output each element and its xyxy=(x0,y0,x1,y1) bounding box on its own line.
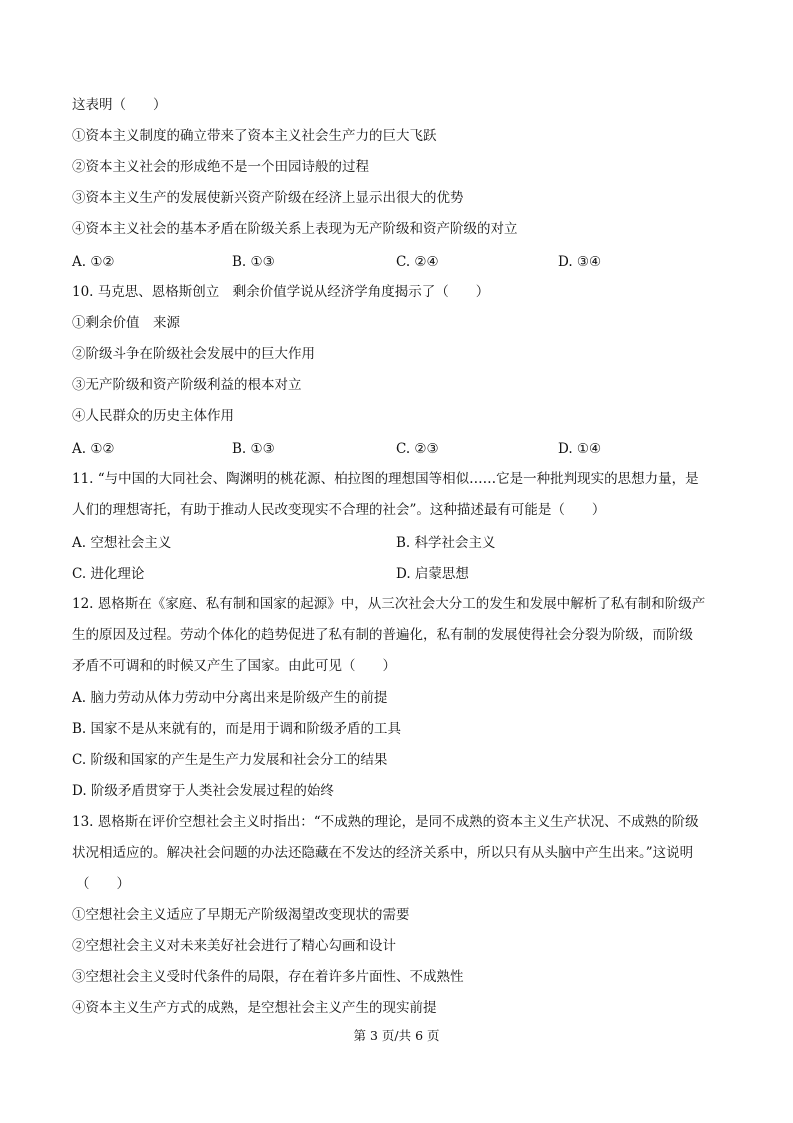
q12-option-b[interactable]: B. 国家不是从来就有的，而是用于调和阶级矛盾的工具 xyxy=(72,721,402,737)
q11-stem-line-1: 11. “与中国的大同社会、陶渊明的桃花源、柏拉图的理想国等相似……它是一种批判现实的思想力量，是 xyxy=(72,471,699,487)
q12-stem-line-3: 矛盾不可调和的时候又产生了国家。由此可见（ ） xyxy=(72,658,396,674)
q13-item-1: ①空想社会主义适应了早期无产阶级渴望改变现状的需要 xyxy=(72,907,410,923)
q12-option-d[interactable]: D. 阶级矛盾贯穿于人类社会发展过程的始终 xyxy=(72,783,334,799)
q9-option-d[interactable]: D. ③④ xyxy=(558,254,602,270)
q13-stem-line-2: 状况相适应的。解决社会问题的办法还隐藏在不发达的经济关系中，所以只有从头脑中产生出来。”这说明 xyxy=(72,845,694,861)
q10-item-3: ③无产阶级和资产阶级利益的根本对立 xyxy=(72,377,302,393)
q9-stem-end: 这表明（ ） xyxy=(72,97,167,113)
q9-item-1: ①资本主义制度的确立带来了资本主义社会生产力的巨大飞跃 xyxy=(72,128,437,144)
q9-option-a[interactable]: A. ①② xyxy=(72,254,115,270)
q11-option-a[interactable]: A. 空想社会主义 xyxy=(72,535,172,551)
q10-option-c[interactable]: C. ②③ xyxy=(396,441,439,457)
q13-item-3: ③空想社会主义受时代条件的局限，存在着许多片面性、不成熟性 xyxy=(72,969,464,985)
q10-item-1: ①剩余价值 来源 xyxy=(72,315,180,331)
q9-option-c[interactable]: C. ②④ xyxy=(396,254,439,270)
q10-option-b[interactable]: B. ①③ xyxy=(232,441,275,457)
q10-option-a[interactable]: A. ①② xyxy=(72,441,115,457)
q13-item-2: ②空想社会主义对未来美好社会进行了精心勾画和设计 xyxy=(72,938,396,954)
q9-item-2: ②资本主义社会的形成绝不是一个田园诗般的过程 xyxy=(72,159,369,175)
q10-item-2: ②阶级斗争在阶级社会发展中的巨大作用 xyxy=(72,346,315,362)
q12-option-a[interactable]: A. 脑力劳动从体力劳动中分离出来是阶级产生的前提 xyxy=(72,690,388,706)
q12-option-c[interactable]: C. 阶级和国家的产生是生产力发展和社会分工的结果 xyxy=(72,752,388,768)
q13-stem-line-1: 13. 恩格斯在评价空想社会主义时指出：“不成熟的理论，是同不成熟的资本主义生产状况、不成熟的阶级 xyxy=(72,814,699,830)
q10-stem: 10. 马克思、恩格斯创立 剩余价值学说从经济学角度揭示了（ ） xyxy=(72,284,490,300)
q11-option-d[interactable]: D. 启蒙思想 xyxy=(396,566,469,582)
q9-option-b[interactable]: B. ①③ xyxy=(232,254,275,270)
page-footer: 第 3 页/共 6 页 xyxy=(353,1028,440,1043)
q12-stem-line-2: 生的原因及过程。劳动个体化的趋势促进了私有制的普遍化，私有制的发展使得社会分裂为阶级，而阶级 xyxy=(72,627,693,643)
q9-item-4: ④资本主义社会的基本矛盾在阶级关系上表现为无产阶级和资产阶级的对立 xyxy=(72,221,518,237)
q11-stem-line-2: 人们的理想寄托，有助于推动人民改变现实不合理的社会”。这种描述最有可能是（ ） xyxy=(72,502,606,518)
q13-item-4: ④资本主义生产方式的成熟，是空想社会主义产生的现实前提 xyxy=(72,1000,437,1016)
q13-stem-line-3: （ ） xyxy=(76,876,130,892)
q10-option-d[interactable]: D. ①④ xyxy=(558,441,602,457)
q10-item-4: ④人民群众的历史主体作用 xyxy=(72,408,234,424)
q12-stem-line-1: 12. 恩格斯在《家庭、私有制和国家的起源》中，从三次社会大分工的发生和发展中解析了私有制和阶级产 xyxy=(72,596,706,612)
q11-option-b[interactable]: B. 科学社会主义 xyxy=(396,535,496,551)
q9-item-3: ③资本主义生产的发展使新兴资产阶级在经济上显示出很大的优势 xyxy=(72,190,464,206)
q11-option-c[interactable]: C. 进化理论 xyxy=(72,566,145,582)
